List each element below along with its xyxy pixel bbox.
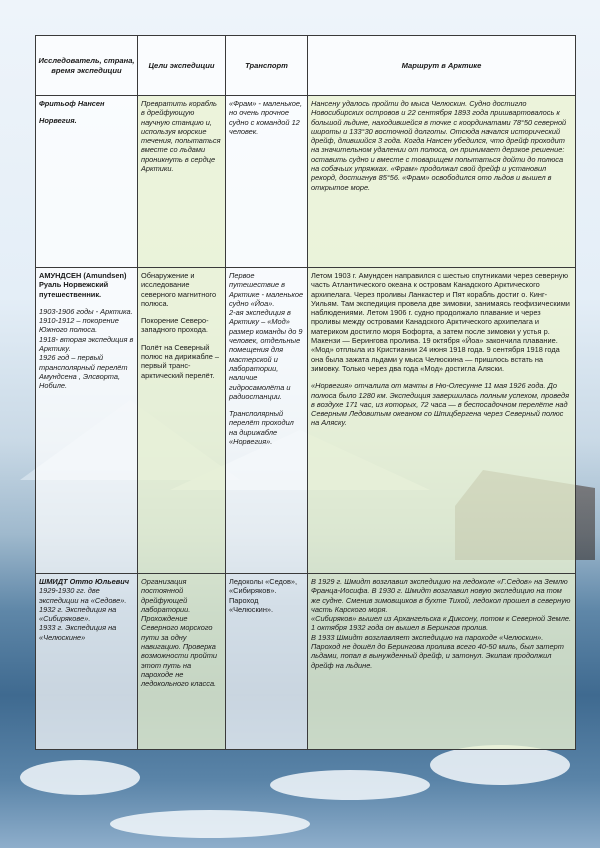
transport-item: Трансполярный перелёт проходил на дирижабле «Норвегия». [229,409,294,447]
header-explorer: Исследователь, страна, время экспедиции [36,36,138,96]
cell-route [308,574,576,750]
header-transport: Транспорт [226,36,308,96]
explorer-name: Фритьоф Нансен [39,99,105,108]
explorer-detail: 1910-1912 – покорение Южного полюса. [39,316,119,335]
expeditions-table [35,35,576,750]
background-iceberg [110,810,310,838]
table-row-amundsen [36,268,576,574]
route-text: Нансену удалось пройти до мыса Челюскин. Судно достигло Новосибирских островов и 22 сентября 1893 года пришвартовалось к большой льдине, находившейся в точке с координатами 78°50 северной широты и 133°30 восточной долготы. Отсюда начался исторический дрейф, длившийся 3 года. Когда Нансен убедился, что дрейф проходит на значительном удалении от полюса, он принимает дерзкое решение: оставить судно и вместе с товарищем попытаться дойти до полюса на собачьих упряжках. «Фрам» продолжал свой дрейф и установил рекорд, достигнув 85°56. «Фрам» освободился ото льдов и вышел в открытое море. [311,99,567,192]
explorer-name: АМУНДСЕН (Amundsen) Руаль Норвежский путешественник. [39,271,127,299]
cell-transport [226,96,308,268]
cell-route [308,268,576,574]
table-header-row [36,36,576,96]
route-paragraph: «Сибиряков» вышел из Архангельска к Диксону, потом к Северной Земле. 1 октября 1932 года он вышел в Берингов пролив. [311,614,572,633]
cell-goals [138,96,226,268]
background-iceberg [270,770,430,800]
route-paragraph: «Норвегия» отчалила от мачты в Ню-Олесунне 11 мая 1926 года. До полюса было 1280 км. Экспедиция завершилась полным успехом, проведя в воздухе 171 час, из которых, 72 часа — в беспосадочном перелёте над Северным Ледовитым океаном со Шпицбергена через Северный полюс на Аляску. [311,381,570,428]
explorer-detail: 1933 г. Экспедиция на «Челюскине» [39,623,117,642]
goals-item: Покорение Северо-западного прохода. [141,316,209,335]
cell-explorer [36,574,138,750]
explorer-country: Норвегия. [39,116,77,126]
cell-goals [138,574,226,750]
route-paragraph: В 1929 г. Шмидт возглавил экспедицию на ледоколе «Г.Седов» на Землю Франца-Иосифа. В 1930 г. Шмидт возглавил новую экспедицию на том же судне. Сменив зимовщиков в бухте Тихой, ледокол прошел в северную часть Карского моря. [311,577,571,614]
route-paragraph: В 1933 Шмидт возглавляет экспедицию на пароходе «Челюскин». Пароход не дошёл до Берингова пролива всего 40-50 миль, был затерт льдами, попал в вынужденный дрейф, и затонул. Экипаж продолжил дрейф на льдине. [311,632,564,670]
transport-item: 2-ая экспедиция в Арктику – «Мод» размер команды до 9 человек, отдельные помещения для мастерской и лаборатории, наличие гидросамолёта и радиостанции. [229,308,303,401]
cell-route [308,96,576,268]
explorer-detail: 1903-1906 годы - Арктика. [39,306,133,316]
background-iceberg [430,745,570,785]
cell-explorer [36,268,138,574]
route-paragraph: «Мод» отплыла из Кристиании 24 июня 1918 года. 9 сентября 1918 года она была зажата льдами у мыса Челюскина — пришлось встать на зимовку. Только через два года «Мод» достигла Аляски. [311,345,560,373]
goals-item: Обнаружение и исследование северного магнитного полюса. [141,271,217,308]
cell-explorer [36,96,138,268]
route-paragraph: Летом 1903 г. Амундсен направился с шестью спутниками через северную часть Атлантического океана к островам Канадского Арктического архипелага. Через проливы Ланкастер и Пят корабль достиг о. Кинг-Уильям. Там экспедиция провела две зимовки, занимаясь геофизическими наблюдениями. Летом 1906 г. судно продолжало плавание и через проливы между островами Канадского Арктического архипелага и материком достигло моря Бофорта, а затем после зимовки у устья р. Макензи — Берингова пролива. 19 октября «Йоа» закончила плавание. [311,271,570,346]
explorer-detail: 1929-1930 гг. две экспедиции на «Седове». [39,586,127,605]
table-row-nansen [36,96,576,268]
transport-text: Ледоколы «Седов», «Сибиряков». Пароход «Челюскин». [229,577,298,614]
table-row-schmidt [36,574,576,750]
explorer-name: ШМИДТ Отто Юльевич [39,577,130,586]
header-route: Маршрут в Арктике [308,36,576,96]
cell-goals [138,268,226,574]
explorer-detail: 1918- вторая экспедиция в Арктику. [39,334,134,354]
goals-text: Превратить корабль в дрейфующую научную станцию и, используя морские течения, попытаться вместе со льдами проникнуть в сердце Арктики. [141,99,221,174]
transport-text: «Фрам» - маленькое, но очень прочное судно с командой 12 человек. [229,99,303,136]
transport-item: Первое путешествие в Арктике - маленькое судно «Йоа». [229,271,304,308]
header-goals: Цели экспедиции [138,36,226,96]
cell-transport [226,268,308,574]
goals-text: Организация постоянной дрейфующей лаборатории. Прохождение Северного морского пути за одну навигацию. Проверка возможности пройти этот путь на пароходе не ледокольного класса. [141,577,218,689]
explorer-detail: 1926 год – первый трансполярный перелёт Амундсена , Элсворта, Нобиле. [39,353,128,391]
cell-transport [226,574,308,750]
background-iceberg [20,760,140,795]
goals-item: Полёт на Северный полюс на дирижабле – первый транс-арктический перелёт. [141,342,220,380]
explorer-detail: 1932 г. Экспедиция на «Сибирякове». [39,604,117,624]
